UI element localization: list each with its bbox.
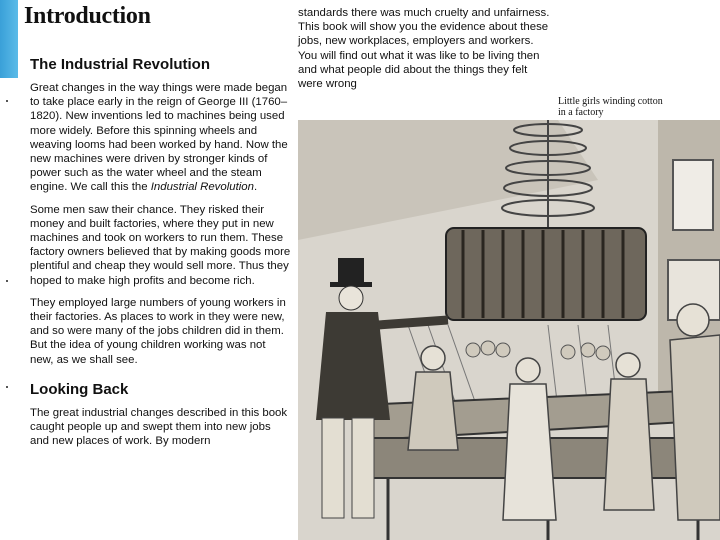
continuation-text: standards there was much cruelty and unfairness. This book will show you the evidence about these jobs, new workplaces, employers and workers. You will find out what it was like to be living then and what people did about the things they felt were wrong [298,7,550,91]
factory-engraving [298,120,720,540]
paragraph-2: Some men saw their chance. They risked their money and built factories, where they put in new machines and took on workers to run them. These factory owners believed that by making goods more plentiful and cheap they would sell more. Thus they hoped to make high profits and become rich. [30,203,291,287]
section-title-industrial-revolution: The Industrial Revolution [30,56,211,73]
paragraph-1 [30,81,292,195]
illustration-caption: Little girls winding cotton in a factory [558,96,663,118]
paragraph-1-term: Industrial Revolution [150,181,254,194]
paragraph-1-text: Great changes in the way things were made began to take place early in the reign of George III (1760–1820). New inventions led to machines being used more widely. Before this spinning wheels and weaving looms had been worked by hand. Now the new machines were driven by stronger kinds of power such as the water wheel and the steam engine. We call this the [30,82,288,194]
page-title: Introduction [24,3,151,29]
section-title-looking-back: Looking Back [30,380,129,398]
paragraph-1-end: . [253,181,258,194]
paragraph-3: They employed large numbers of young workers in their factories. As places to work in they were new, and so were many of the jobs children did in them. But the idea of young children working was not new, as we shall see. [30,296,286,366]
left-column [30,56,292,456]
margin-marks [6,90,10,390]
factory-illustration [298,120,720,540]
slide-accent-bar [0,0,18,78]
paragraph-4: The great industrial changes described in this book caught people up and swept them into new jobs and new places of work. By modern [30,406,288,448]
